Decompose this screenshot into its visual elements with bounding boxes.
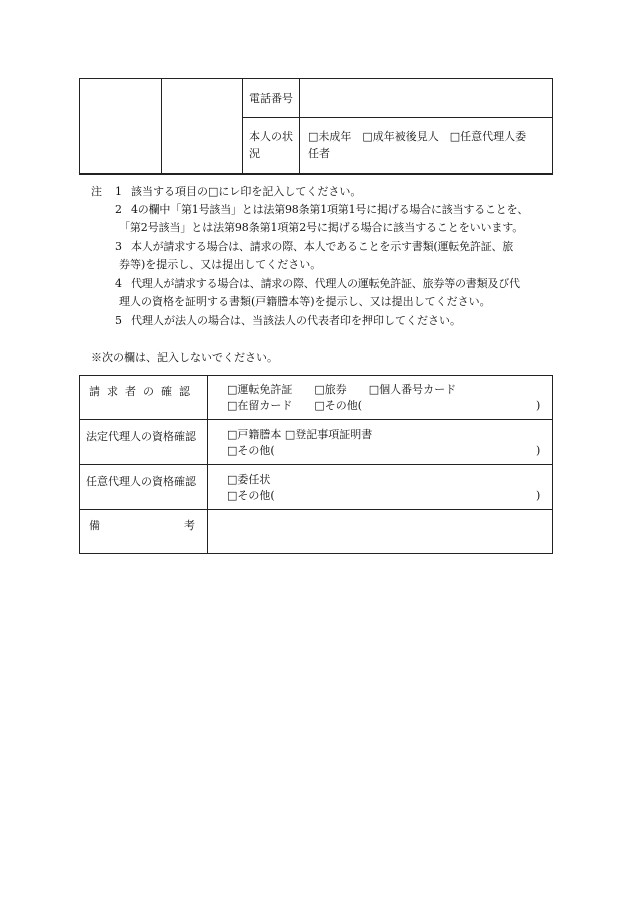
- do-not-fill-notice: ※次の欄は、記入しないでください。: [91, 351, 278, 364]
- phone-label: 電話番号: [249, 92, 293, 105]
- note-3-text: 本人が請求する場合は、請求の際、本人であることを示す書類(運転免許証、旅: [131, 240, 514, 253]
- table-divider: [242, 117, 552, 118]
- table-divider: [80, 464, 552, 465]
- table-divider: [242, 79, 243, 173]
- table-divider: [161, 79, 162, 173]
- voluntary-agent-check-close: ): [536, 489, 541, 502]
- requester-check-options-1[interactable]: □運転免許証 □旅券 □個人番号カード: [227, 383, 457, 396]
- note-2-num: 2: [115, 203, 122, 216]
- legal-agent-check-label: 法定代理人の資格確認: [86, 430, 196, 443]
- voluntary-agent-check-label: 任意代理人の資格確認: [86, 475, 196, 488]
- table-divider: [80, 509, 552, 510]
- note-4-num: 4: [115, 277, 122, 290]
- status-label: 本人の状 況: [249, 130, 293, 160]
- legal-agent-check-close: ): [536, 444, 541, 457]
- requester-check-close: ): [536, 399, 541, 412]
- requester-check-label: 請求者の確認: [89, 385, 197, 398]
- note-2-text-cont: 「第2号該当」とは法第98条第1項第2号に掲げる場合に該当することをいいます。: [119, 221, 524, 234]
- note-3-text-cont: 券等)を提示し、又は提出してください。: [119, 258, 322, 271]
- note-5-text: 代理人が法人の場合は、当該法人の代表者印を押印してください。: [131, 314, 461, 327]
- requester-check-options-2[interactable]: □在留カード □その他(: [227, 399, 363, 412]
- note-1-num: 1: [115, 185, 122, 198]
- note-4-text-cont: 理人の資格を証明する書類(戸籍謄本等)を提示し、又は提出してください。: [119, 295, 491, 308]
- applicant-info-table: [79, 78, 553, 175]
- voluntary-agent-check-options-1[interactable]: □委任状: [227, 473, 271, 486]
- remarks-label: 備 考: [89, 519, 195, 532]
- voluntary-agent-check-options-2[interactable]: □その他(: [227, 489, 275, 502]
- notes-prefix: 注: [91, 185, 102, 198]
- legal-agent-check-options-1[interactable]: □戸籍謄本 □登記事項証明書: [227, 428, 373, 441]
- note-1-text: 該当する項目の□にレ印を記入してください。: [131, 185, 362, 198]
- status-options[interactable]: □未成年 □成年被後見人 □任意代理人委 任者: [308, 130, 527, 160]
- table-divider: [299, 79, 300, 173]
- note-4-text: 代理人が請求する場合は、請求の際、代理人の運転免許証、旅券等の書類及び代: [131, 277, 520, 290]
- note-2-text: 4の欄中「第1号該当」とは法第98条第1項第1号に掲げる場合に該当することを、: [131, 203, 529, 216]
- legal-agent-check-options-2[interactable]: □その他(: [227, 444, 275, 457]
- office-use-table: [79, 375, 553, 554]
- note-5-num: 5: [115, 314, 122, 327]
- table-divider: [80, 419, 552, 420]
- note-3-num: 3: [115, 240, 122, 253]
